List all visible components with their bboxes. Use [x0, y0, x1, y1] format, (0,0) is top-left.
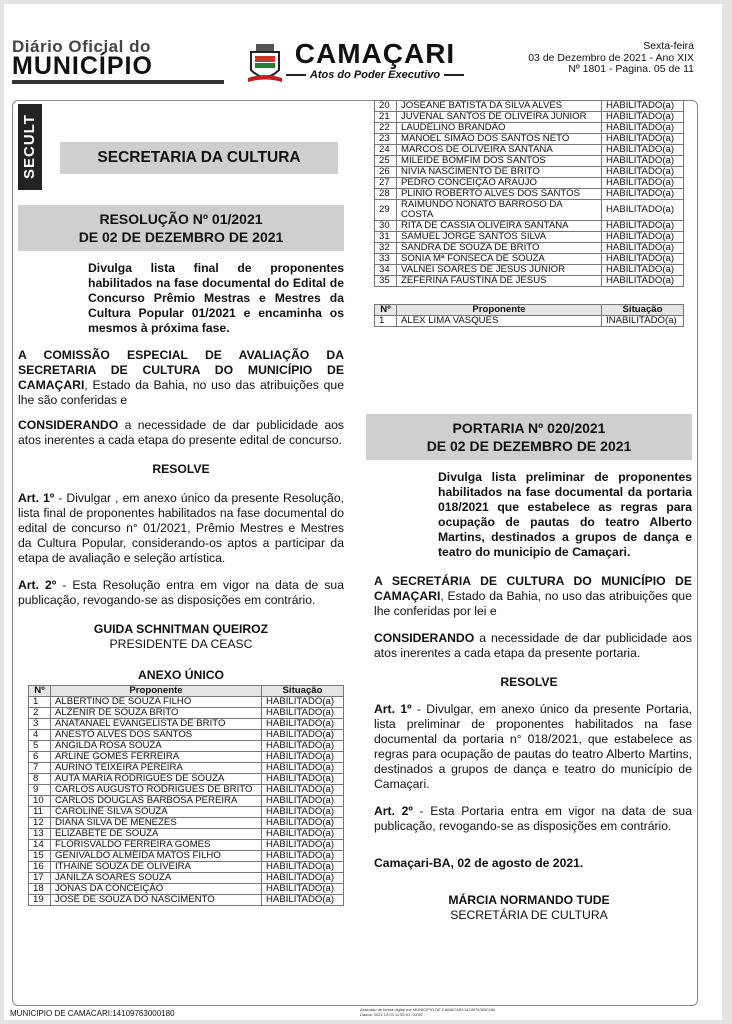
table-row	[375, 254, 684, 265]
portaria-resolve-heading: RESOLVE	[500, 675, 558, 689]
row-number: 4	[29, 730, 51, 741]
row-status: HABILITADO(a)	[262, 730, 344, 741]
proponent-name: ANESTÓ ALVES DOS SANTOS	[51, 730, 262, 741]
masthead-title	[286, 40, 464, 81]
row-number: 11	[29, 807, 51, 818]
row-number: 18	[29, 884, 51, 895]
proponent-name: GENIVALDO ALMEIDA MATOS FILHO	[51, 851, 262, 862]
proponent-name: SANDRA DE SOUZA DE BRITO	[397, 243, 602, 254]
disqualified-rows	[375, 316, 684, 327]
portaria-article-1	[374, 702, 692, 792]
date-year: 03 de Dezembro de 2021 - Ano XIX	[528, 51, 694, 64]
table-row	[29, 895, 344, 906]
secretariat-name: A SECRETÁRIA DE CULTURA DO MUNICÍPIO DE CAMAÇARI	[374, 574, 692, 603]
table-row	[29, 708, 344, 719]
resolution-summary: Divulga lista final de proponentes habilitados na fase documental do Edital de Concurso Prêmio Mestras e Mestres da Cultura Popular 01/2021 e encaminha os mesmos à próxima fase.	[88, 261, 344, 335]
row-status: HABILITADO(a)	[602, 134, 684, 145]
col-status-header: Situação	[602, 305, 684, 316]
table-row	[375, 134, 684, 145]
portaria-section	[366, 414, 692, 923]
table-row	[375, 316, 684, 327]
resolve-heading: RESOLVE	[152, 462, 210, 476]
row-status: HABILITADO(a)	[602, 167, 684, 178]
annex-rows-right	[375, 101, 684, 287]
row-status: HABILITADO(a)	[262, 840, 344, 851]
row-number: 14	[29, 840, 51, 851]
proponent-name: MANOEL SIMÃO DOS SANTOS NETO	[397, 134, 602, 145]
row-number: 15	[29, 851, 51, 862]
row-status: HABILITADO(a)	[262, 785, 344, 796]
article-2	[18, 578, 344, 608]
row-status: HABILITADO(a)	[602, 112, 684, 123]
left-column	[18, 205, 344, 906]
portaria-considering-label: CONSIDERANDO	[374, 631, 475, 645]
row-number: 3	[29, 719, 51, 730]
table-row	[29, 752, 344, 763]
considering-text: a necessidade de dar publicidade aos atos inerentes a cada etapa do presente edital de concurso.	[18, 418, 344, 447]
row-number: 12	[29, 818, 51, 829]
portaria-article-1-label: Art. 1º	[374, 702, 412, 716]
article-1-text: - Divulgar , em anexo único da presente Resolução, lista final de proponentes habilitados na fase documental do edital de concurso n° 01/2021, Prêmio Mestres e Mestres da Cultura Popular, considerando-os aptos a participar da etapa de avaliação e seleção artística.	[18, 491, 344, 565]
row-status: HABILITADO(a)	[602, 178, 684, 189]
row-number: 22	[375, 123, 397, 134]
table-row	[375, 276, 684, 287]
table-row	[29, 719, 344, 730]
col-status-header: Situação	[262, 686, 344, 697]
row-number: 10	[29, 796, 51, 807]
row-number: 1	[29, 697, 51, 708]
considering-paragraph	[18, 418, 344, 448]
proponent-name: ITHAINE SOUZA DE OLIVEIRA	[51, 862, 262, 873]
portaria-summary: Divulga lista preliminar de proponentes habilitados na fase documental da portaria 018/2021 que estabelece as regras para ocupação de pautas do teatro Alberto Martins, destinados a grupos de dança e teatro do municipio de Camaçari.	[438, 470, 692, 559]
secretariat-rest: , Estado da Bahia, no uso das atribuições que lhe conferidas por lei e	[374, 589, 692, 618]
masthead-brand	[12, 38, 232, 84]
row-status: HABILITADO(a)	[262, 873, 344, 884]
proponent-name: ALBERTINO DE SOUZA FILHO	[51, 697, 262, 708]
proponent-name: JOSEANE BATISTA DA SILVA ALVES	[397, 101, 602, 112]
portaria-article-2-label: Art. 2º	[374, 804, 413, 818]
row-number: 27	[375, 178, 397, 189]
row-status: HABILITADO(a)	[262, 884, 344, 895]
resolution-banner	[18, 205, 344, 251]
col-number-header: Nº	[29, 686, 51, 697]
proponent-name: ANGILDA ROSA SOUZA	[51, 741, 262, 752]
considering-label: CONSIDERANDO	[18, 418, 119, 432]
resolution-number: RESOLUÇÃO Nº 01/2021	[99, 211, 263, 227]
row-number: 23	[375, 134, 397, 145]
table-row	[375, 243, 684, 254]
issue-number: Nº 1801 - Pagina. 05 de 11	[568, 63, 694, 75]
signer-name: GUIDA SCHNITMAN QUEIROZ	[93, 622, 269, 636]
row-status: HABILITADO(a)	[262, 796, 344, 807]
disqualified-table	[374, 304, 684, 327]
table-row	[29, 851, 344, 862]
signature-line-1: Assinado de forma digital por MUNICIPIO DE CAMACARI:14109763000180	[360, 1007, 496, 1012]
table-row	[29, 697, 344, 708]
row-number: 25	[375, 156, 397, 167]
row-number: 2	[29, 708, 51, 719]
row-status: INABILITADO(a)	[602, 316, 684, 327]
row-status: HABILITADO(a)	[262, 697, 344, 708]
row-status: HABILITADO(a)	[262, 807, 344, 818]
row-status: HABILITADO(a)	[602, 200, 684, 221]
right-column	[374, 100, 692, 327]
row-status: HABILITADO(a)	[602, 221, 684, 232]
portaria-article-2-text: - Esta Portaria entra em vigor na data de sua publicação, revogando-se as disposições em contrário.	[374, 804, 692, 833]
table-row	[375, 123, 684, 134]
proponent-name: PLINIO ROBERTO ALVES DOS SANTOS	[397, 189, 602, 200]
commission-paragraph	[18, 348, 344, 408]
proponent-name: MILEIDE BOMFIM DOS SANTOS	[397, 156, 602, 167]
annex-title: ANEXO ÚNICO	[138, 668, 224, 682]
secretariat-paragraph	[374, 574, 692, 619]
row-status: HABILITADO(a)	[262, 752, 344, 763]
row-status: HABILITADO(a)	[602, 276, 684, 287]
proponent-name: CARLOS AUGUSTO RODRIGUES DE BRITO	[51, 785, 262, 796]
table-row	[375, 145, 684, 156]
row-number: 8	[29, 774, 51, 785]
portaria-signer-name: MÁRCIA NORMANDO TUDE	[448, 893, 610, 907]
issue-info	[528, 41, 694, 76]
signature-line-2: Dados: 2021.12.03 11:55:01 -03'00'	[360, 1012, 424, 1017]
row-number: 32	[375, 243, 397, 254]
footer-entity: MUNICIPIO DE CAMACARI:14109763000180	[10, 1009, 175, 1018]
row-status: HABILITADO(a)	[602, 156, 684, 167]
table-row	[375, 221, 684, 232]
table-row	[375, 200, 684, 221]
proponent-name: JANILZA SOARES SOUZA	[51, 873, 262, 884]
portaria-date: DE 02 DE DEZEMBRO DE 2021	[426, 438, 632, 454]
brand-rule	[12, 80, 224, 84]
row-number: 29	[375, 200, 397, 221]
proponent-name: RITA DE CASSIA OLIVEIRA SANTANA	[397, 221, 602, 232]
proponent-name: AURINO TEIXEIRA PEREIRA	[51, 763, 262, 774]
proponent-name: JUVENAL SANTOS DE OLIVEIRA JUNIOR	[397, 112, 602, 123]
portaria-article-2	[374, 804, 692, 834]
page	[4, 4, 722, 1020]
city-name: CAMAÇARI	[294, 38, 456, 69]
tagline: Atos do Poder Executivo	[286, 69, 464, 81]
table-row	[375, 112, 684, 123]
footer-digital-signature	[360, 1007, 495, 1017]
row-number: 30	[375, 221, 397, 232]
row-status: HABILITADO(a)	[602, 243, 684, 254]
table-row	[29, 796, 344, 807]
article-1	[18, 491, 344, 566]
brand-line2: MUNICÍPIO	[12, 52, 153, 80]
proponent-name: JOSÉ DE SOUZA DO NASCIMENTO	[51, 895, 262, 906]
row-number: 13	[29, 829, 51, 840]
row-number: 19	[29, 895, 51, 906]
proponent-name: RAIMUNDO NONATO BARROSO DA COSTA	[397, 200, 602, 221]
proponent-name: CAROLINE SILVA SOUZA	[51, 807, 262, 818]
row-status: HABILITADO(a)	[602, 123, 684, 134]
row-number: 26	[375, 167, 397, 178]
annex-table-part2	[374, 100, 684, 287]
row-status: HABILITADO(a)	[262, 763, 344, 774]
row-number: 7	[29, 763, 51, 774]
proponent-name: ANATANAEL EVANGELISTA DE BRITO	[51, 719, 262, 730]
portaria-banner	[366, 414, 692, 460]
table-row	[29, 785, 344, 796]
resolution-date: DE 02 DE DEZEMBRO DE 2021	[78, 229, 284, 245]
row-number: 16	[29, 862, 51, 873]
row-status: HABILITADO(a)	[602, 145, 684, 156]
portaria-considering	[374, 631, 692, 661]
proponent-name: JONAS DA CONCEIÇÃO	[51, 884, 262, 895]
row-status: HABILITADO(a)	[262, 719, 344, 730]
table-row	[375, 232, 684, 243]
row-status: HABILITADO(a)	[262, 818, 344, 829]
portaria-signer-role: SECRETÁRIA DE CULTURA	[450, 908, 608, 922]
article-2-text: - Esta Resolução entra em vigor na data de sua publicação, revogando-se as disposições em contrário.	[18, 578, 344, 607]
portaria-number: PORTARIA Nº 020/2021	[452, 420, 606, 436]
col-name-header: Proponente	[51, 686, 262, 697]
table-header-row	[375, 305, 684, 316]
table-row	[29, 829, 344, 840]
proponent-name: ARLINE GOMES FERREIRA	[51, 752, 262, 763]
proponent-name: ALZENIR DE SOUZA BRITO	[51, 708, 262, 719]
row-status: HABILITADO(a)	[602, 232, 684, 243]
row-number: 24	[375, 145, 397, 156]
city-crest-icon	[248, 44, 282, 84]
row-number: 6	[29, 752, 51, 763]
table-row	[29, 741, 344, 752]
secult-tab: SECULT	[18, 104, 42, 190]
col-name-header: Proponente	[397, 305, 602, 316]
table-row	[29, 840, 344, 851]
row-status: HABILITADO(a)	[262, 829, 344, 840]
proponent-name: ALEX LIMA VASQUES	[397, 316, 602, 327]
secretariat-title: SECRETARIA DA CULTURA	[60, 142, 338, 174]
table-row	[29, 763, 344, 774]
proponent-name: SAMUEL JORGE SANTOS SILVA	[397, 232, 602, 243]
row-status: HABILITADO(a)	[262, 895, 344, 906]
proponent-name: MARCOS DE OLIVEIRA SANTANA	[397, 145, 602, 156]
col-number-header: Nº	[375, 305, 397, 316]
commission-rest: , Estado da Bahia, no uso das atribuições que lhe são conferidas e	[18, 378, 344, 407]
table-row	[375, 167, 684, 178]
row-status: HABILITADO(a)	[602, 101, 684, 112]
portaria-considering-text: a necessidade de dar publicidade aos atos inerentes a cada etapa da presente portaria.	[374, 631, 692, 660]
table-row	[29, 884, 344, 895]
proponent-name: NIVIA NASCIMENTO DE BRITO	[397, 167, 602, 178]
table-row	[375, 178, 684, 189]
table-row	[29, 862, 344, 873]
proponent-name: LAUDELINO BRANDÃO	[397, 123, 602, 134]
row-status: HABILITADO(a)	[602, 189, 684, 200]
proponent-name: FLORISVALDO FERREIRA GOMES	[51, 840, 262, 851]
row-status: HABILITADO(a)	[262, 708, 344, 719]
article-2-label: Art. 2º	[18, 578, 57, 592]
row-number: 34	[375, 265, 397, 276]
table-row	[375, 189, 684, 200]
row-number: 35	[375, 276, 397, 287]
portaria-article-1-text: - Divulgar, em anexo único da presente Portaria, lista preliminar de proponentes habilitados na fase documental da portaria n° 018/2021, que estabelece as regras para ocupação de pautas do teatro Alberto Martins, destinados a grupos de dança e teatro do município de Camaçari.	[374, 702, 692, 791]
row-status: HABILITADO(a)	[262, 851, 344, 862]
proponent-name: ZEFERINA FAUSTINA DE JESUS	[397, 276, 602, 287]
table-row	[375, 265, 684, 276]
row-number: 20	[375, 101, 397, 112]
row-number: 33	[375, 254, 397, 265]
proponent-name: DIANA SILVA DE MENEZES	[51, 818, 262, 829]
row-status: HABILITADO(a)	[262, 862, 344, 873]
row-number: 17	[29, 873, 51, 884]
row-status: HABILITADO(a)	[602, 265, 684, 276]
table-row	[29, 873, 344, 884]
row-number: 9	[29, 785, 51, 796]
row-number: 5	[29, 741, 51, 752]
table-row	[29, 818, 344, 829]
table-row	[29, 807, 344, 818]
row-status: HABILITADO(a)	[262, 741, 344, 752]
table-row	[375, 101, 684, 112]
row-status: HABILITADO(a)	[602, 254, 684, 265]
row-status: HABILITADO(a)	[262, 774, 344, 785]
brand-line1: Diário Oficial do	[12, 37, 151, 56]
proponent-name: VALNEI SOARES DE JESUS JUNIOR	[397, 265, 602, 276]
table-row	[375, 156, 684, 167]
signer-role: PRESIDENTE DA CEASC	[109, 637, 253, 651]
place-date: Camaçari-BA, 02 de agosto de 2021.	[374, 856, 584, 870]
annex-rows-left	[29, 697, 344, 906]
commission-name: A COMISSÃO ESPECIAL DE AVALIAÇÃO DA SECRETARIA DE CULTURA DO MUNICÍPIO DE CAMAÇARI	[18, 348, 344, 392]
table-header-row	[29, 686, 344, 697]
weekday: Sexta-feira	[643, 40, 694, 52]
proponent-name: CARLOS DOUGLAS BARBOSA PEREIRA	[51, 796, 262, 807]
table-row	[29, 774, 344, 785]
proponent-name: SONIA Mª FONSECA DE SOUZA	[397, 254, 602, 265]
proponent-name: AUTA MARIA RODRIGUES DE SOUZA	[51, 774, 262, 785]
proponent-name: ELIZABETE DE SOUZA	[51, 829, 262, 840]
proponent-name: PEDRO CONCEIÇÃO ARAÚJO	[397, 178, 602, 189]
article-1-label: Art. 1º	[18, 491, 55, 505]
row-number: 28	[375, 189, 397, 200]
annex-table-part1	[28, 685, 344, 906]
row-number: 21	[375, 112, 397, 123]
row-number: 31	[375, 232, 397, 243]
table-row	[29, 730, 344, 741]
row-number: 1	[375, 316, 397, 327]
